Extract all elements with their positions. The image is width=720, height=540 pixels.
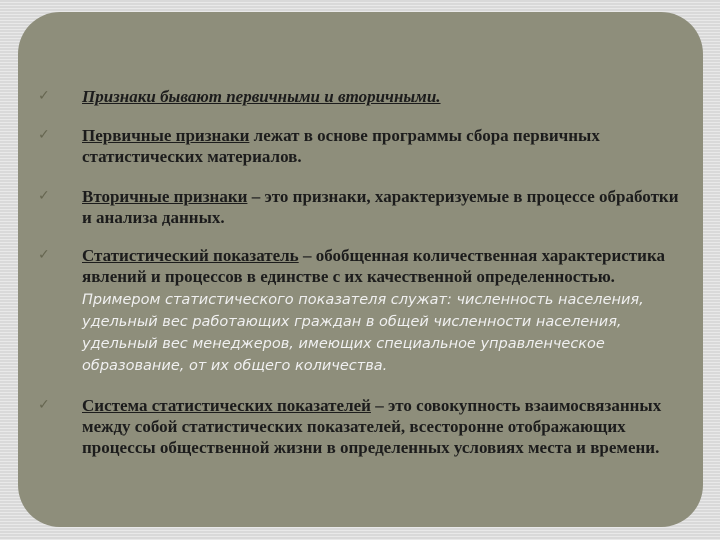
item-example: Примером статистического показателя служат: численность населения, удельный вес работающих граждан в общей численности населения, удельный вес менеджеров, имеющих специальное управленческое образование, от их общего количества. <box>82 292 644 374</box>
item-text: – это признаки, характеризуемые в процессе обработки и анализа данных. <box>82 187 679 227</box>
item-lead: Признаки бывают первичными и вторичными. <box>82 87 441 106</box>
bullet-list <box>36 86 686 458</box>
checkmark-icon: ✓ <box>38 127 50 143</box>
item-lead: Статистический показатель <box>82 246 299 265</box>
checkmark-icon: ✓ <box>38 88 50 104</box>
item-lead: Система статистических показателей <box>82 396 371 415</box>
list-item <box>36 86 686 107</box>
checkmark-icon: ✓ <box>38 247 50 263</box>
checkmark-icon: ✓ <box>38 397 50 413</box>
list-item <box>36 245 686 376</box>
slide-panel <box>18 12 703 527</box>
checkmark-icon: ✓ <box>38 188 50 204</box>
list-item <box>36 395 686 458</box>
item-lead: Первичные признаки <box>82 126 250 145</box>
item-text: лежат в основе программы сбора первичных статистических материалов. <box>82 126 600 166</box>
list-item <box>36 186 686 228</box>
list-item <box>36 125 686 167</box>
item-lead: Вторичные признаки <box>82 187 248 206</box>
item-text: – это совокупность взаимосвязанных между собой статистических показателей, всесторонне отображающих процессы общественной жизни в определенных условиях места и времени. <box>82 396 662 457</box>
item-text: – обобщенная количественная характеристика явлений и процессов в единстве с их качественной определенностью. <box>82 246 665 286</box>
